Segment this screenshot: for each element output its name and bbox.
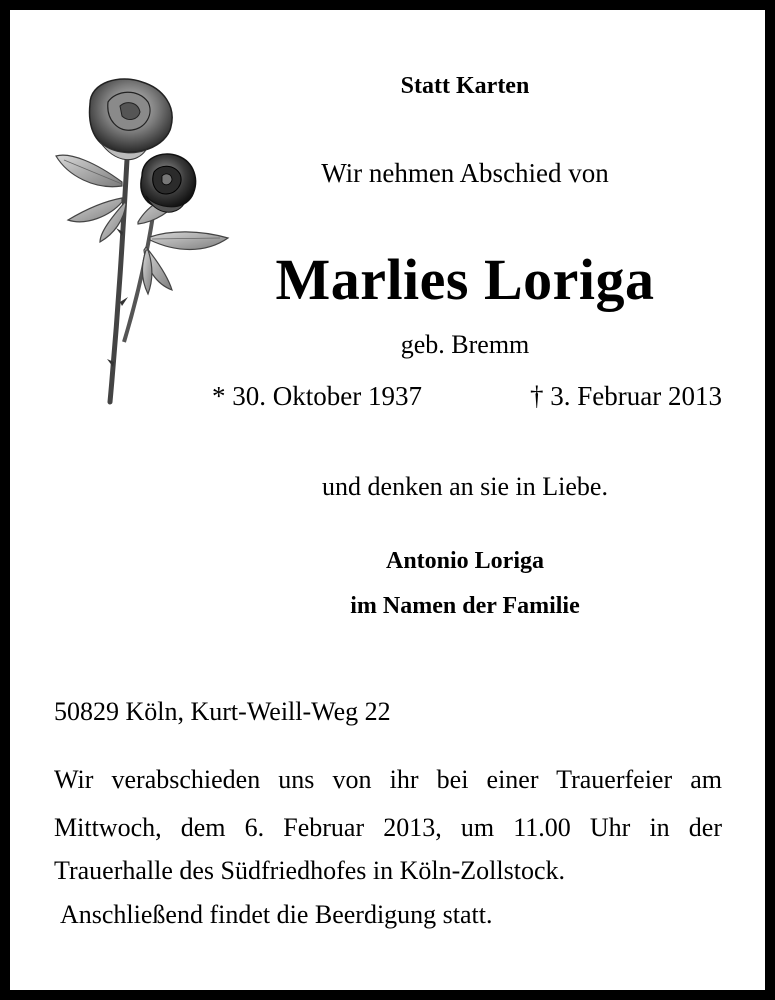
signature-note: im Namen der Familie — [350, 593, 580, 619]
closing-line: und denken an sie in Liebe. — [322, 472, 608, 501]
service-line-3: Trauerhalle des Südfriedhofes in Köln-Zollstock. — [54, 856, 565, 885]
death-date: † 3. Februar 2013 — [530, 381, 722, 411]
deceased-name: Marlies Loriga — [275, 247, 655, 312]
address: 50829 Köln, Kurt-Weill-Weg 22 — [54, 697, 391, 726]
service-line-2: Mittwoch, dem 6. Februar 2013, um 11.00 Uhr in der — [54, 813, 722, 842]
maiden-name: geb. Bremm — [400, 330, 530, 359]
birth-date: * 30. Oktober 1937 — [212, 381, 422, 411]
service-line-4: Anschließend findet die Beerdigung statt. — [60, 900, 493, 929]
service-line-1: Wir verabschieden uns von ihr bei einer Trauerfeier am — [54, 765, 722, 794]
rose-icon — [50, 72, 240, 412]
notice-header: Statt Karten — [400, 73, 530, 99]
notice-intro: Wir nehmen Abschied von — [321, 158, 609, 188]
signature-name: Antonio Loriga — [385, 548, 544, 574]
